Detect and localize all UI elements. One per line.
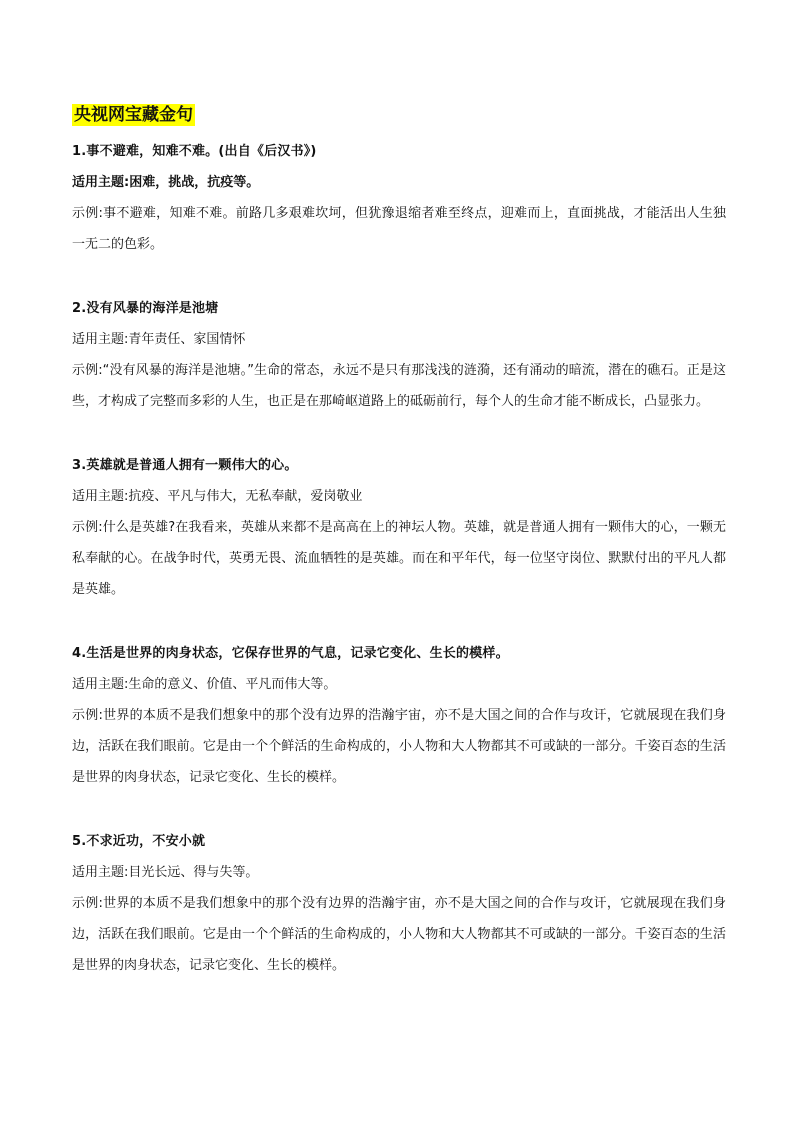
quote-heading: 2.没有风暴的海洋是池塘 bbox=[72, 301, 219, 316]
quote-theme: 适用主题:目光长远、得与失等。 bbox=[72, 865, 259, 880]
quote-example: 示例:“没有风暴的海洋是池塘。”生命的常态，永远不是只有那浅浅的涟漪，还有涌动的暗流，潜在的礁石。正是这些，才构成了完整而多彩的人生，也正是在那崎岖道路上的砥砺前行，每个人的生命才能不断成长，凸显张力。 bbox=[72, 363, 726, 409]
quote-section-4 bbox=[72, 638, 726, 793]
document-title: 央视网宝藏金句 bbox=[74, 105, 193, 125]
quote-heading: 1.事不避难，知难不难。(出自《后汉书》) bbox=[72, 144, 317, 159]
quote-theme: 适用主题:困难，挑战，抗疫等。 bbox=[72, 175, 260, 190]
quote-heading: 3.英雄就是普通人拥有一颗伟大的心。 bbox=[72, 458, 298, 473]
quote-section-5 bbox=[72, 826, 726, 981]
quote-example: 示例:什么是英雄?在我看来，英雄从来都不是高高在上的神坛人物。英雄，就是普通人拥有一颗伟大的心，一颗无私奉献的心。在战争时代，英勇无畏、流血牺牲的是英雄。而在和平年代，每一位坚守岗位、默默付出的平凡人都是英雄。 bbox=[72, 520, 726, 597]
quote-example: 示例:世界的本质不是我们想象中的那个没有边界的浩瀚宇宙，亦不是大国之间的合作与攻讦，它就展现在我们身边，活跃在我们眼前。它是由一个个鲜活的生命构成的，小人物和大人物都其不可或缺的一部分。千姿百态的生活是世界的肉身状态，记录它变化、生长的模样。 bbox=[72, 708, 726, 785]
quote-section-3 bbox=[72, 450, 726, 605]
document-page bbox=[72, 104, 726, 1014]
quote-example: 示例:世界的本质不是我们想象中的那个没有边界的浩瀚宇宙，亦不是大国之间的合作与攻讦，它就展现在我们身边，活跃在我们眼前。它是由一个个鲜活的生命构成的，小人物和大人物都其不可或缺的一部分。千姿百态的生活是世界的肉身状态，记录它变化、生长的模样。 bbox=[72, 896, 726, 973]
quote-theme: 适用主题:生命的意义、价值、平凡而伟大等。 bbox=[72, 677, 337, 692]
quote-heading: 5.不求近功，不安小就 bbox=[72, 834, 206, 849]
quote-section-2 bbox=[72, 293, 726, 417]
quote-heading: 4.生活是世界的肉身状态，它保存世界的气息，记录它变化、生长的模样。 bbox=[72, 646, 509, 661]
quote-section-1 bbox=[72, 136, 726, 260]
quote-theme: 适用主题:抗疫、平凡与伟大，无私奉献，爱岗敬业 bbox=[72, 489, 363, 504]
quote-theme: 适用主题:青年责任、家国情怀 bbox=[72, 332, 246, 347]
quote-example: 示例:事不避难，知难不难。前路几多艰难坎坷，但犹豫退缩者难至终点，迎难而上，直面挑战，才能活出人生独一无二的色彩。 bbox=[72, 206, 726, 252]
